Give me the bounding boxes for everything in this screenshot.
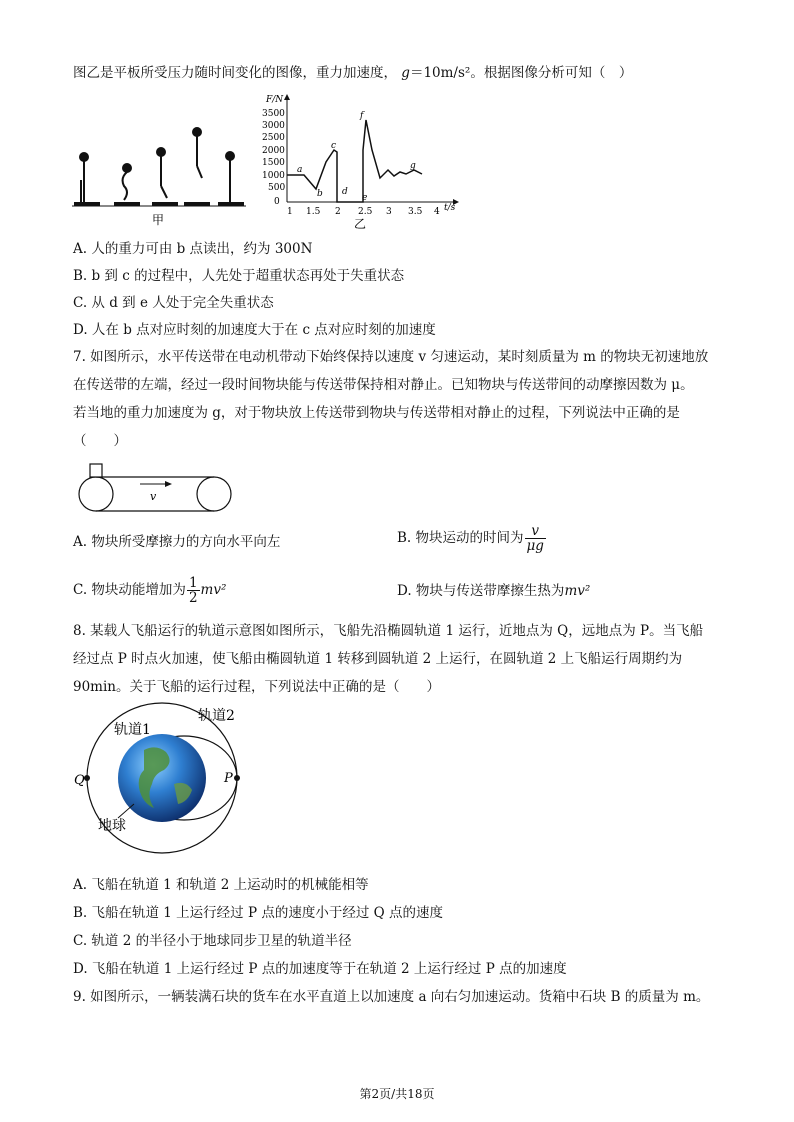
point-g: g xyxy=(410,161,416,171)
y-tick: 1500 xyxy=(262,158,285,168)
q7-stem-line: 在传送带的左端，经过一段时间物块能与传送带保持相对静止。已知物块与传送带间的动摩擦因数为 μ。 xyxy=(73,377,694,393)
y-tick: 2000 xyxy=(262,146,285,156)
x-tick: 3.5 xyxy=(408,207,423,217)
q7-option-c: C. 物块动能增加为 $\frac{1}{2}$ mv² xyxy=(73,575,227,606)
orbit1-label: 轨道1 xyxy=(114,722,151,738)
orbit2-label: 轨道2 xyxy=(198,708,235,724)
y-tick: 0 xyxy=(274,197,280,207)
q8-option-c: C. 轨道 2 的半径小于地球同步卫星的轨道半径 xyxy=(73,933,352,949)
x-tick: 1.5 xyxy=(306,207,321,217)
q8-stem-line: 90min。关于飞船的运行过程，下列说法中正确的是（ ） xyxy=(73,679,440,695)
q8-stem-line: 8. 某载人飞船运行的轨道示意图如图所示，飞船先沿椭圆轨道 1 运行，近地点为 Q，远地点为 P。当飞船 xyxy=(73,623,704,639)
q7-stem-line: （ ） xyxy=(73,433,127,449)
point-e: e xyxy=(362,193,368,203)
q7-option-a: A. 物块所受摩擦力的方向水平向左 xyxy=(73,534,281,550)
q8-stem-line: 经过点 P 时点火加速，使飞船由椭圆轨道 1 转移到圆轨道 2 上运行，在圆轨道 2 上飞船运行周期约为 xyxy=(73,651,683,667)
point-f: f xyxy=(360,111,364,121)
x-axis-label: t/s xyxy=(444,203,456,213)
q-label: Q xyxy=(74,773,85,788)
fig-jia-label: 甲 xyxy=(152,213,165,227)
x-tick: 3 xyxy=(386,207,392,217)
p-label: P xyxy=(224,771,233,786)
point-d: d xyxy=(342,187,348,197)
figure-jia xyxy=(72,120,252,228)
q6-option-c: C. 从 d 到 e 人处于完全失重状态 xyxy=(73,295,274,311)
q6-option-b: B. b 到 c 的过程中，人先处于超重状态再处于失重状态 xyxy=(73,268,405,284)
y-axis-label: F/N xyxy=(266,95,284,105)
orbit-figure xyxy=(74,700,254,860)
y-tick: 2500 xyxy=(262,133,285,143)
earth xyxy=(118,734,206,822)
point-c: c xyxy=(331,141,337,151)
conveyor-belt-figure xyxy=(76,458,236,518)
q6-option-d: D. 人在 b 点对应时刻的加速度大于在 c 点对应时刻的加速度 xyxy=(73,322,436,338)
page-footer: 第2页/共18页 xyxy=(359,1087,435,1101)
figure-yi-graph xyxy=(262,90,462,230)
point-b: b xyxy=(317,189,323,199)
y-tick: 3500 xyxy=(262,109,285,119)
fig-yi-label: 乙 xyxy=(354,217,367,230)
x-tick: 4 xyxy=(434,207,440,217)
q7-option-d: D. 物块与传送带摩擦生热为mv² xyxy=(397,583,591,599)
q8-option-d: D. 飞船在轨道 1 上运行经过 P 点的加速度等于在轨道 2 上运行经过 P 点的加速度 xyxy=(73,961,567,977)
y-tick: 1000 xyxy=(262,171,285,181)
x-tick: 2.5 xyxy=(358,207,373,217)
y-tick: 3000 xyxy=(262,121,285,131)
q6-option-a: A. 人的重力可由 b 点读出，约为 300N xyxy=(73,241,313,257)
q6-intro: 图乙是平板所受压力随时间变化的图像，重力加速度， g＝10m/s²。根据图像分析可知（ ） xyxy=(73,65,633,81)
block xyxy=(90,464,102,477)
earth-label: 地球 xyxy=(98,818,126,834)
q7-stem-line: 7. 如图所示，水平传送带在电动机带动下始终保持以速度 v 匀速运动，某时刻质量为 m 的物块无初速地放 xyxy=(73,349,709,365)
q7-stem-line: 若当地的重力加速度为 g，对于物块放上传送带到物块与传送带相对静止的过程，下列说法中正确的是 xyxy=(73,405,680,421)
point-a: a xyxy=(297,165,303,175)
q8-option-b: B. 飞船在轨道 1 上运行经过 P 点的速度小于经过 Q 点的速度 xyxy=(73,905,443,921)
y-tick: 500 xyxy=(268,183,286,193)
q9-stem-line: 9. 如图所示，一辆装满石块的货车在水平直道上以加速度 a 向右匀加速运动。货箱中石块 B 的质量为 m。 xyxy=(73,989,710,1005)
belt-v-label: v xyxy=(150,490,157,503)
x-tick: 1 xyxy=(287,207,293,217)
q7-option-b: B. 物块运动的时间为 $\frac{v}{\mu g}$ xyxy=(397,523,544,554)
x-tick: 2 xyxy=(335,207,341,217)
q8-option-a: A. 飞船在轨道 1 和轨道 2 上运动时的机械能相等 xyxy=(73,877,369,893)
